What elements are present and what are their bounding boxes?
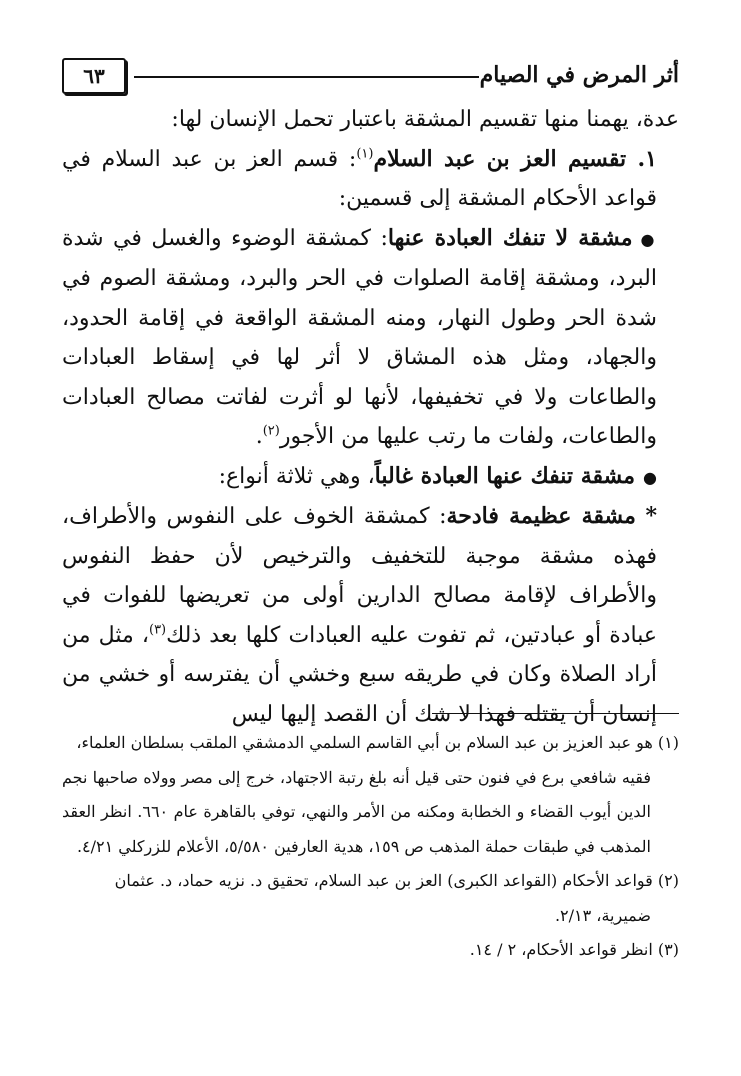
bullet-heading: مشقة لا تنفك العبادة عنها [387,224,633,251]
footnote-ref-3[interactable]: (٣) [148,622,167,638]
footnote-1-continuation: فقيه شافعي برع في فنون حتى قيل أنه بلغ رتبة الاجتهاد، خرج إلى مصر وولاه صاحبها نجم الدين أيوب القضاء و الخطابة ومكنه من الأمر والنهي، توفي بالقاهرة عام ٦٦٠. انظر العقد المذهب في طبقات حملة المذهب ص ١٥٩، هدية العارفين ٥/٥٨٠، الأعلام للزركلي ٤/٢١. [62,767,652,856]
star-item-great-hardship [62,497,679,734]
section-heading: ١. تقسيم العز بن عبد السلام [373,145,657,172]
bullet-icon: ● [643,467,657,487]
star-heading: مشقة عظيمة فادحة [446,503,636,529]
star-icon: * [645,503,657,529]
footnote-2 [62,864,679,899]
bullet-icon: ● [640,229,657,249]
running-header [62,58,679,96]
bullet-end: . [255,424,263,449]
bullet-item-separable-hardship [62,457,679,498]
paragraph-text: : قسم العز بن عبد السلام في قواعد الأحكام المشقة إلى قسمين: [62,146,657,211]
footnote-2-continuation: ضميرية، ٢/١٣. [554,905,651,925]
footnote-ref-1[interactable]: (١) [356,146,374,162]
bullet-text: ، وهي ثلاثة أنواع: [218,463,375,489]
main-text [62,100,679,734]
bullet-heading: مشقة تنفك عنها العبادة غالباً [374,462,636,489]
footnote-3: (٣) انظر قواعد الأحكام، ٢ / ١٤. [469,940,679,959]
footnote-2-first-line: (٢) قواعد الأحكام (القواعد الكبرى) العز بن عبد السلام، تحقيق د. نزيه حماد، د. عثمان [114,871,679,890]
header-title: أثر المرض في الصيام [479,62,679,88]
footnotes [62,726,679,968]
bullet-item-inseparable-hardship [62,219,679,457]
intro-line: عدة، يهمنا منها تقسيم المشقة باعتبار تحمل الإنسان لها: [171,107,679,132]
page-number: ٦٣ [62,58,126,94]
header-rule [134,76,479,78]
footnote-1 [62,726,679,761]
footnote-1-first-line: (١) هو عبد العزيز بن عبد السلام بن أبي القاسم السلمي الدمشقي الملقب بسلطان العلماء، [76,733,679,752]
star-text: : كمشقة الخوف على النفوس والأطراف، فهذه مشقة موجبة للتخفيف والترخيص لأن حفظ النفوس والأطراف لإقامة مصالح الدارين أولى من تعريضها للفوات في عبادة أو عبادتين، ثم تفوت عليه العبادات كلها بعد ذلك [62,504,657,648]
paragraph-division-izz [62,140,679,219]
footnote-separator [432,713,679,714]
bullet-text: : كمشقة الوضوء والغسل في شدة البرد، ومشقة إقامة الصلوات في الحر والبرد، ومشقة الصوم في شدة الحر وطول النهار، ومنه المشقة الواقعة في إقامة الحدود، والجهاد، ومثل هذه المشاق لا أثر لها في إسقاط العبادات والطاعات ولا في تخفيفها، لأنها لو أثرت لفاتت مصالح العبادات والطاعات، ولفات ما رتب عليها من الأجور [62,225,657,449]
footnote-ref-2[interactable]: (٢) [262,423,280,439]
star-text-end: ، مثل من أراد الصلاة وكان في طريقه سبع وخشي أن يفترسه أو خشي من إنسان أن يقتله فهذا لا شك أن القصد إليها ليس [62,622,657,727]
